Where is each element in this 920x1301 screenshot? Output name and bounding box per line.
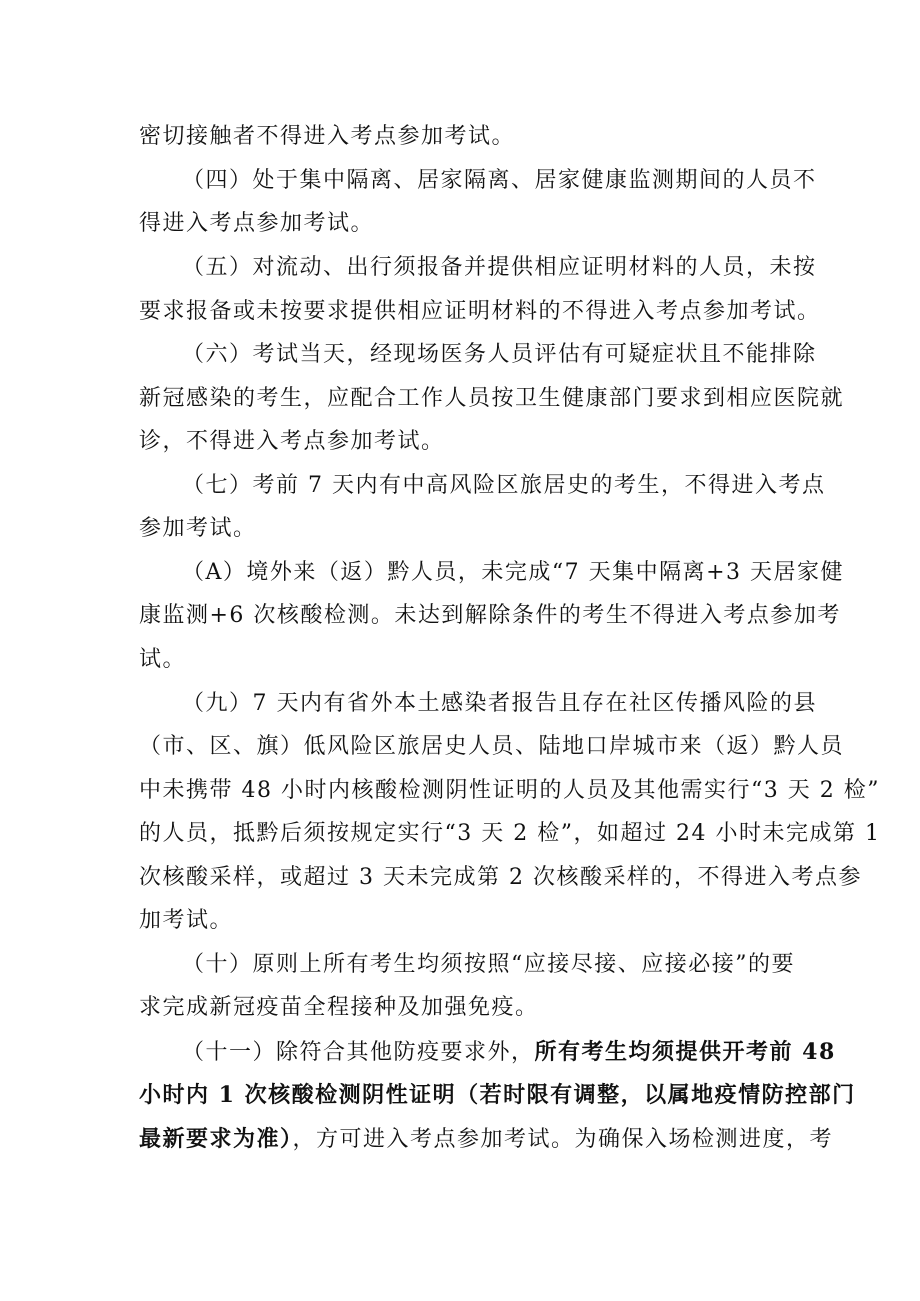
text-line: 中未携带 48 小时内核酸检测阴性证明的人员及其他需实行“3 天 2 检” bbox=[139, 778, 880, 803]
text-bold: 所有考生均须提供开考前 48 bbox=[534, 1039, 836, 1065]
text-line: （十）原则上所有考生均须按照“应接尽接、应接必接”的要 bbox=[182, 952, 795, 977]
text-line: （四）处于集中隔离、居家隔离、居家健康监测期间的人员不 bbox=[182, 168, 817, 193]
text-line: 小时内 1 次核酸检测阴性证明（若时限有调整，以属地疫情防控部门 bbox=[139, 1082, 856, 1108]
text-line: 康监测+6 次核酸检测。未达到解除条件的考生不得进入考点参加考 bbox=[139, 603, 841, 628]
text-line: 次核酸采样，或超过 3 天未完成第 2 次核酸采样的，不得进入考点参 bbox=[139, 865, 862, 890]
text-line bbox=[182, 1037, 836, 1067]
text-line: （九）7 天内有省外本土感染者报告且存在社区传播风险的县 bbox=[182, 691, 817, 716]
text-normal: ，方可进入考点参加考试。为确保入场检测进度，考 bbox=[292, 1127, 834, 1152]
text-line: （七）考前 7 天内有中高风险区旅居史的考生，不得进入考点 bbox=[182, 473, 826, 498]
text-line: 加考试。 bbox=[139, 908, 234, 933]
text-line: （六）考试当天，经现场医务人员评估有可疑症状且不能排除 bbox=[182, 342, 817, 367]
text-line: （A）境外来（返）黔人员，未完成“7 天集中隔离+3 天居家健 bbox=[182, 560, 845, 585]
text-line: （五）对流动、出行须报备并提供相应证明材料的人员，未按 bbox=[182, 255, 817, 280]
text-line: 求完成新冠疫苗全程接种及加强免疫。 bbox=[139, 995, 539, 1020]
text-line: 试。 bbox=[139, 647, 187, 672]
text-line: 密切接触者不得进入考点参加考试。 bbox=[139, 124, 516, 149]
text-line: （市、区、旗）低风险区旅居史人员、陆地口岸城市来（返）黔人员 bbox=[139, 734, 845, 759]
text-line bbox=[139, 1124, 834, 1154]
text-normal: （十一）除符合其他防疫要求外， bbox=[182, 1040, 535, 1065]
text-line: 诊，不得进入考点参加考试。 bbox=[139, 429, 445, 454]
text-line: 参加考试。 bbox=[139, 516, 257, 541]
text-line: 的人员，抵黔后须按规定实行“3 天 2 检”，如超过 24 小时未完成第 1 bbox=[139, 821, 881, 846]
text-bold: 最新要求为准） bbox=[139, 1126, 293, 1152]
text-line: 要求报备或未按要求提供相应证明材料的不得进入考点参加考试。 bbox=[139, 299, 821, 324]
text-line: 得进入考点参加考试。 bbox=[139, 211, 375, 236]
text-line: 新冠感染的考生，应配合工作人员按卫生健康部门要求到相应医院就 bbox=[139, 386, 845, 411]
